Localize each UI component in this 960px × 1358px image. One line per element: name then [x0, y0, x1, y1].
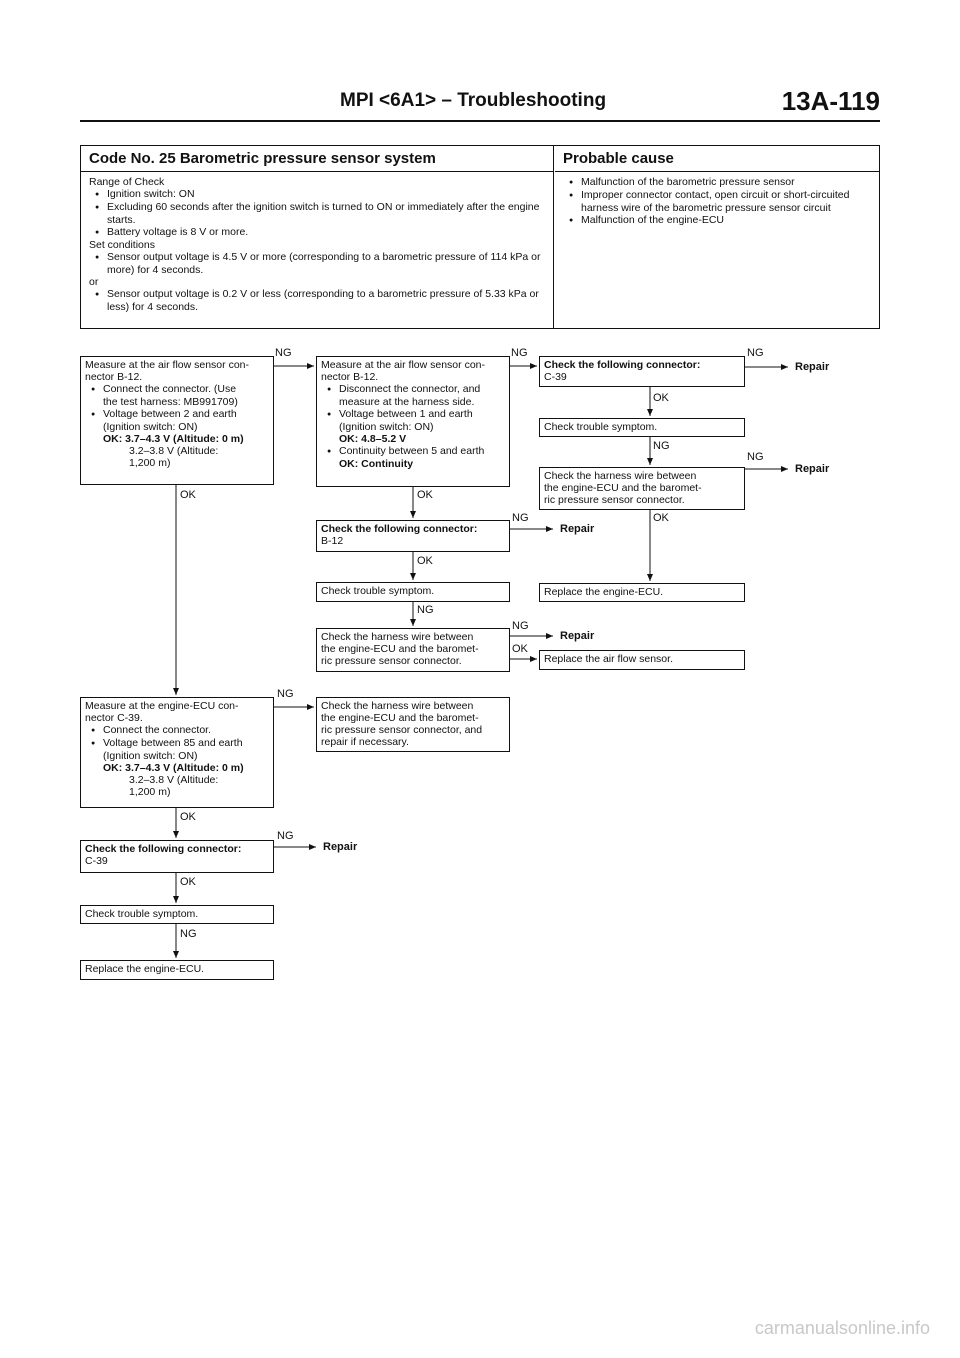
ng-label: NG [417, 604, 434, 616]
box-line: ric pressure sensor connector, and [321, 724, 483, 736]
box-line: ● Voltage between 1 and earth [321, 408, 505, 421]
box-line: nector B-12. [321, 371, 379, 383]
box-line: ● Disconnect the connector, and [321, 383, 505, 396]
ng-label: NG [512, 512, 529, 524]
ok-label: OK [653, 512, 669, 524]
replace-air-flow-sensor-box: Replace the air flow sensor. [539, 650, 745, 670]
box-line: Measure at the engine-ECU con- [85, 700, 239, 712]
box-line: ric pressure sensor connector. [321, 655, 462, 667]
box-line: ric pressure sensor connector. [544, 494, 685, 506]
box-line: Check the harness wire between [321, 631, 474, 643]
check-trouble-symptom-box: Check trouble symptom. [80, 905, 274, 924]
box-line: 3.2–3.8 V (Altitude: [129, 774, 219, 786]
box-line: Check the harness wire between [544, 470, 697, 482]
set-conditions-label: Set conditions [89, 239, 155, 251]
check-trouble-symptom-box: Check trouble symptom. [539, 418, 745, 437]
box-line: the engine-ECU and the baromet- [544, 482, 702, 494]
repair-label: Repair [560, 630, 595, 642]
range-item: ● Battery voltage is 8 V or more. [89, 226, 545, 239]
repair-label: Repair [560, 523, 595, 535]
repair-label: Repair [795, 361, 830, 373]
box-line: OK: 3.7–4.3 V (Altitude: 0 m) [103, 433, 244, 445]
ok-label: OK [180, 811, 196, 823]
repair-label: Repair [323, 841, 358, 853]
box-line: OK: 3.7–4.3 V (Altitude: 0 m) [103, 762, 244, 774]
box-line: ● Connect the connector. [85, 724, 269, 737]
repair-label: Repair [795, 463, 830, 475]
watermark: carmanualsonline.info [754, 1318, 930, 1338]
box-line: OK: 4.8–5.2 V [339, 433, 407, 445]
ng-label: NG [180, 928, 197, 940]
box-line: nector C-39. [85, 712, 143, 724]
box-line: 1,200 m) [129, 786, 171, 798]
check-harness-wire-box [539, 467, 745, 510]
box-line: ● Connect the connector. (Use [85, 383, 269, 396]
box-line: Check the following connector: [544, 359, 701, 371]
range-item: ● Ignition switch: ON [89, 188, 545, 201]
range-item: ● Excluding 60 seconds after the ignition switch is turned to ON or immediately after the engine starts. [89, 201, 545, 226]
ok-label: OK [417, 489, 433, 501]
replace-engine-ecu-box: Replace the engine-ECU. [80, 960, 274, 980]
box-line: ● Voltage between 85 and earth [85, 737, 269, 750]
box-line: 1,200 m) [129, 457, 171, 469]
box-line: the test harness: MB991709) [103, 396, 238, 408]
ng-label: NG [511, 347, 528, 359]
code-header: Code No. 25 Barometric pressure sensor system [81, 146, 553, 172]
box-line: the engine-ECU and the baromet- [321, 643, 479, 655]
box-line: nector B-12. [85, 371, 143, 383]
or-label: or [89, 276, 99, 288]
ok-label: OK [417, 555, 433, 567]
ng-label: NG [512, 620, 529, 632]
box-line: (Ignition switch: ON) [103, 750, 198, 762]
cause-item: ● Improper connector contact, open circuit or short-circuited harness wire of the barometric pressure sensor circuit [563, 189, 871, 214]
box-line: C-39 [544, 371, 567, 383]
box-line: B-12 [321, 535, 344, 547]
ng-label: NG [747, 451, 764, 463]
ng-label: NG [653, 440, 670, 452]
check-connector-c39-box [80, 840, 274, 873]
page-title: MPI <6A1> – Troubleshooting [340, 90, 607, 111]
box-line: (Ignition switch: ON) [339, 421, 434, 433]
box-line: ● Continuity between 5 and earth [321, 445, 505, 458]
box-line: ● Voltage between 2 and earth [85, 408, 269, 421]
ok-label: OK [180, 876, 196, 888]
ng-label: NG [277, 688, 294, 700]
cause-item: ● Malfunction of the engine-ECU [563, 214, 871, 227]
ng-label: NG [747, 347, 764, 359]
check-connector-c39-box [539, 356, 745, 387]
measure-engine-ecu-voltage-box [80, 697, 274, 808]
check-harness-wire-repair-box [316, 697, 510, 752]
check-connector-b12-box [316, 520, 510, 552]
set-condition-item: ● Sensor output voltage is 4.5 V or more (corresponding to a barometric pressure of 114 kPa or more) for 4 seconds. [89, 251, 545, 276]
cause-item: ● Malfunction of the barometric pressure sensor [563, 176, 871, 189]
box-line: Check the harness wire between [321, 700, 474, 712]
box-line: Measure at the air flow sensor con- [85, 359, 249, 371]
box-line: OK: Continuity [339, 458, 414, 470]
measure-air-flow-sensor-voltage-box [80, 356, 274, 485]
range-of-check-label: Range of Check [89, 176, 165, 188]
box-line: the engine-ECU and the baromet- [321, 712, 479, 724]
set-condition-item: ● Sensor output voltage is 0.2 V or less (corresponding to a barometric pressure of 5.33 kPa or less) for 4 seconds. [89, 288, 545, 313]
box-line: 3.2–3.8 V (Altitude: [129, 445, 219, 457]
box-line: C-39 [85, 855, 108, 867]
page-number: 13A-119 [781, 86, 880, 116]
box-line: Check the following connector: [85, 843, 242, 855]
check-harness-wire-box [316, 628, 510, 672]
ok-label: OK [653, 392, 669, 404]
probable-cause-header: Probable cause [555, 146, 879, 172]
box-line: Measure at the air flow sensor con- [321, 359, 485, 371]
replace-engine-ecu-box: Replace the engine-ECU. [539, 583, 745, 602]
check-trouble-symptom-box: Check trouble symptom. [316, 582, 510, 602]
box-line: Check the following connector: [321, 523, 478, 535]
measure-air-flow-sensor-harness-box [316, 356, 510, 487]
box-line: (Ignition switch: ON) [103, 421, 198, 433]
box-line: measure at the harness side. [339, 396, 475, 408]
ok-label: OK [512, 643, 528, 655]
ng-label: NG [275, 347, 292, 359]
ng-label: NG [277, 830, 294, 842]
ok-label: OK [180, 489, 196, 501]
box-line: repair if necessary. [321, 736, 409, 748]
